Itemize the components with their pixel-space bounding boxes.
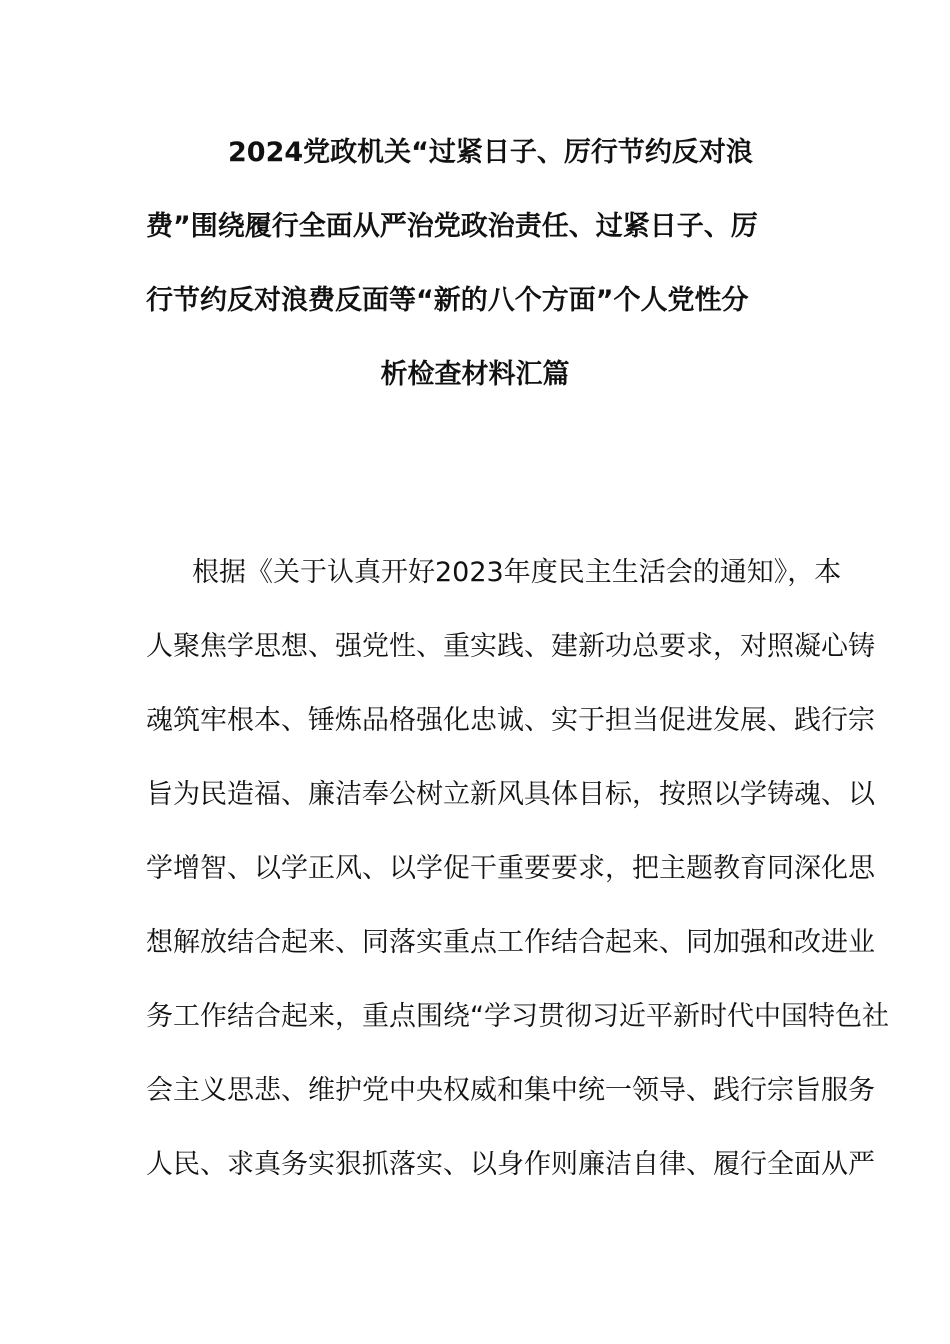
body-line-3: 魂筑牢根本、锤炼品格强化忠诚、实于担当促进发展、践行宗 — [146, 705, 875, 736]
body-line-6: 想解放结合起来、同落实重点工作结合起来、同加强和改进业 — [146, 927, 875, 958]
body-line-5: 学增智、以学正风、以学促干重要要求，把主题教育同深化思 — [146, 853, 875, 884]
title-line-1: 2024党政机关“过紧日子、厉行节约反对浪 — [228, 137, 753, 168]
body-line-2: 人聚焦学思想、强党性、重实践、建新功总要求，对照凝心铸 — [146, 631, 875, 662]
body-line-9: 人民、求真务实狠抓落实、以身作则廉洁自律、履行全面从严 — [146, 1149, 875, 1180]
title-line-3: 行节约反对浪费反面等“新的八个方面”个人党性分 — [146, 285, 749, 316]
body-line-4: 旨为民造福、廉洁奉公树立新风具体目标，按照以学铸魂、以 — [146, 779, 875, 810]
title-line-4: 析检查材料汇篇 — [380, 359, 570, 390]
body-line-7: 务工作结合起来，重点围绕“学习贯彻习近平新时代中国特色社 — [146, 1001, 889, 1032]
title-line-2: 费”围绕履行全面从严治党政治责任、过紧日子、厉 — [146, 211, 758, 242]
body-line-1: 根据《关于认真开好2023年度民主生活会的通知》，本 — [192, 557, 842, 588]
body-line-8: 会主义思悲、维护党中央权威和集中统一领导、践行宗旨服务 — [146, 1075, 875, 1106]
